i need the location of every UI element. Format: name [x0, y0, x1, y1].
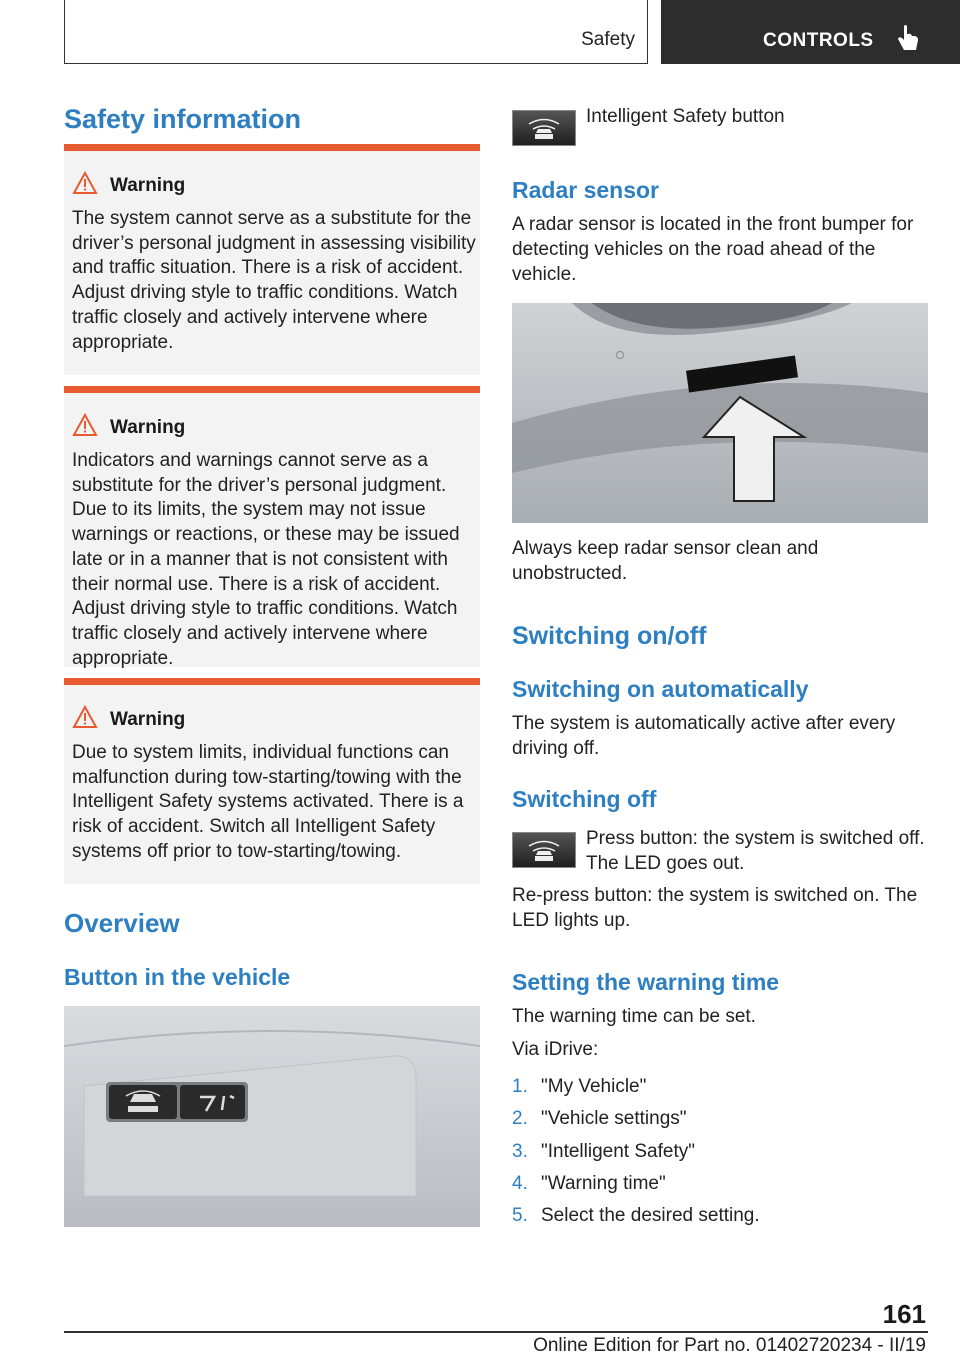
warning-text: The system cannot serve as a substitute for the driver’s personal judgment in assessing visibility and traffic situation. There is a risk of accident. Adjust driving style to traffic conditions. Watch traffic closely and actively intervene where appropriate. — [72, 208, 476, 353]
vehicle-console-illustration — [64, 1006, 480, 1227]
header-chapter-label: CONTROLS — [763, 30, 874, 51]
auto-heading: Switching on automatically — [512, 676, 809, 702]
vehicle-button-photo — [64, 1006, 480, 1227]
button-heading: Button in the vehicle — [64, 964, 291, 990]
warning-time-text: The warning time can be set. — [512, 1006, 756, 1027]
off-text: Press button: the system is switched off. The LED goes out. — [586, 828, 925, 874]
warning-label: Warning — [110, 417, 186, 438]
step-number: 4. — [512, 1172, 528, 1194]
radar-sensor-photo — [512, 303, 928, 523]
radar-text: A radar sensor is located in the front bumper for detecting vehicles on the road ahead of the vehicle. — [512, 214, 914, 285]
header-section-box — [64, 0, 648, 64]
list-item — [512, 1107, 928, 1139]
warning-box — [64, 678, 480, 884]
list-item — [512, 1140, 928, 1172]
header-chapter-tab — [661, 0, 960, 64]
repress-text: Re-press button: the system is switched on. The LED lights up. — [512, 885, 918, 931]
page-number: 161 — [882, 1299, 926, 1329]
step-number: 5. — [512, 1205, 528, 1227]
warning-box — [64, 144, 480, 375]
step-number: 2. — [512, 1108, 528, 1130]
warning-box — [64, 386, 480, 667]
list-item — [512, 1075, 928, 1107]
hand-pointer-icon — [895, 24, 921, 54]
front-bumper-illustration — [512, 303, 928, 523]
warning-text: Indicators and warnings cannot serve as a substitute for the driver’s personal judgment. Due to its limits, the system may not issue warnings or reactions, or these may be issued late or in a manner that is not consistent with their normal use. There is a risk of accident. Adjust driving style to traffic conditions. Watch traffic closely and actively intervene where appropriate. — [72, 450, 460, 669]
warning-triangle-icon — [72, 171, 98, 195]
step-text: "Warning time" — [541, 1172, 666, 1194]
intelligent-safety-button-icon — [512, 832, 576, 868]
warning-time-heading: Setting the warning time — [512, 969, 780, 995]
overview-heading: Overview — [64, 908, 180, 938]
radar-note: Always keep radar sensor clean and unobstructed. — [512, 538, 819, 584]
steps-list — [512, 1075, 928, 1236]
step-text: "Vehicle settings" — [541, 1108, 687, 1130]
intelligent-safety-button-icon — [512, 110, 576, 146]
off-heading: Switching off — [512, 786, 657, 812]
header-section-label: Safety — [581, 29, 635, 50]
step-text: "My Vehicle" — [541, 1076, 647, 1097]
step-text: "Intelligent Safety" — [541, 1140, 695, 1162]
footer-edition: Online Edition for Part no. 01402720234 - II/19 — [533, 1335, 926, 1356]
footer-divider — [64, 1331, 928, 1333]
button-caption: Intelligent Safety button — [586, 106, 785, 127]
warning-text: Due to system limits, individual functions can malfunction during tow-starting/towing with the Intelligent Safety systems activated. There is a risk of accident. Switch all Intelligent Safety systems off prior to tow-starting/towing. — [72, 742, 464, 862]
list-item — [512, 1172, 928, 1204]
warning-triangle-icon — [72, 413, 98, 437]
section-title: Safety information — [64, 104, 302, 134]
step-number: 3. — [512, 1140, 528, 1162]
warning-label: Warning — [110, 709, 186, 730]
radar-heading: Radar sensor — [512, 177, 660, 203]
step-number: 1. — [512, 1076, 528, 1097]
warning-triangle-icon — [72, 705, 98, 729]
warning-label: Warning — [110, 175, 186, 196]
list-item — [512, 1204, 928, 1236]
step-text: Select the desired setting. — [541, 1205, 760, 1227]
auto-text: The system is automatically active after every driving off. — [512, 713, 896, 759]
switching-heading: Switching on/off — [512, 622, 707, 650]
via-idrive: Via iDrive: — [512, 1039, 599, 1060]
